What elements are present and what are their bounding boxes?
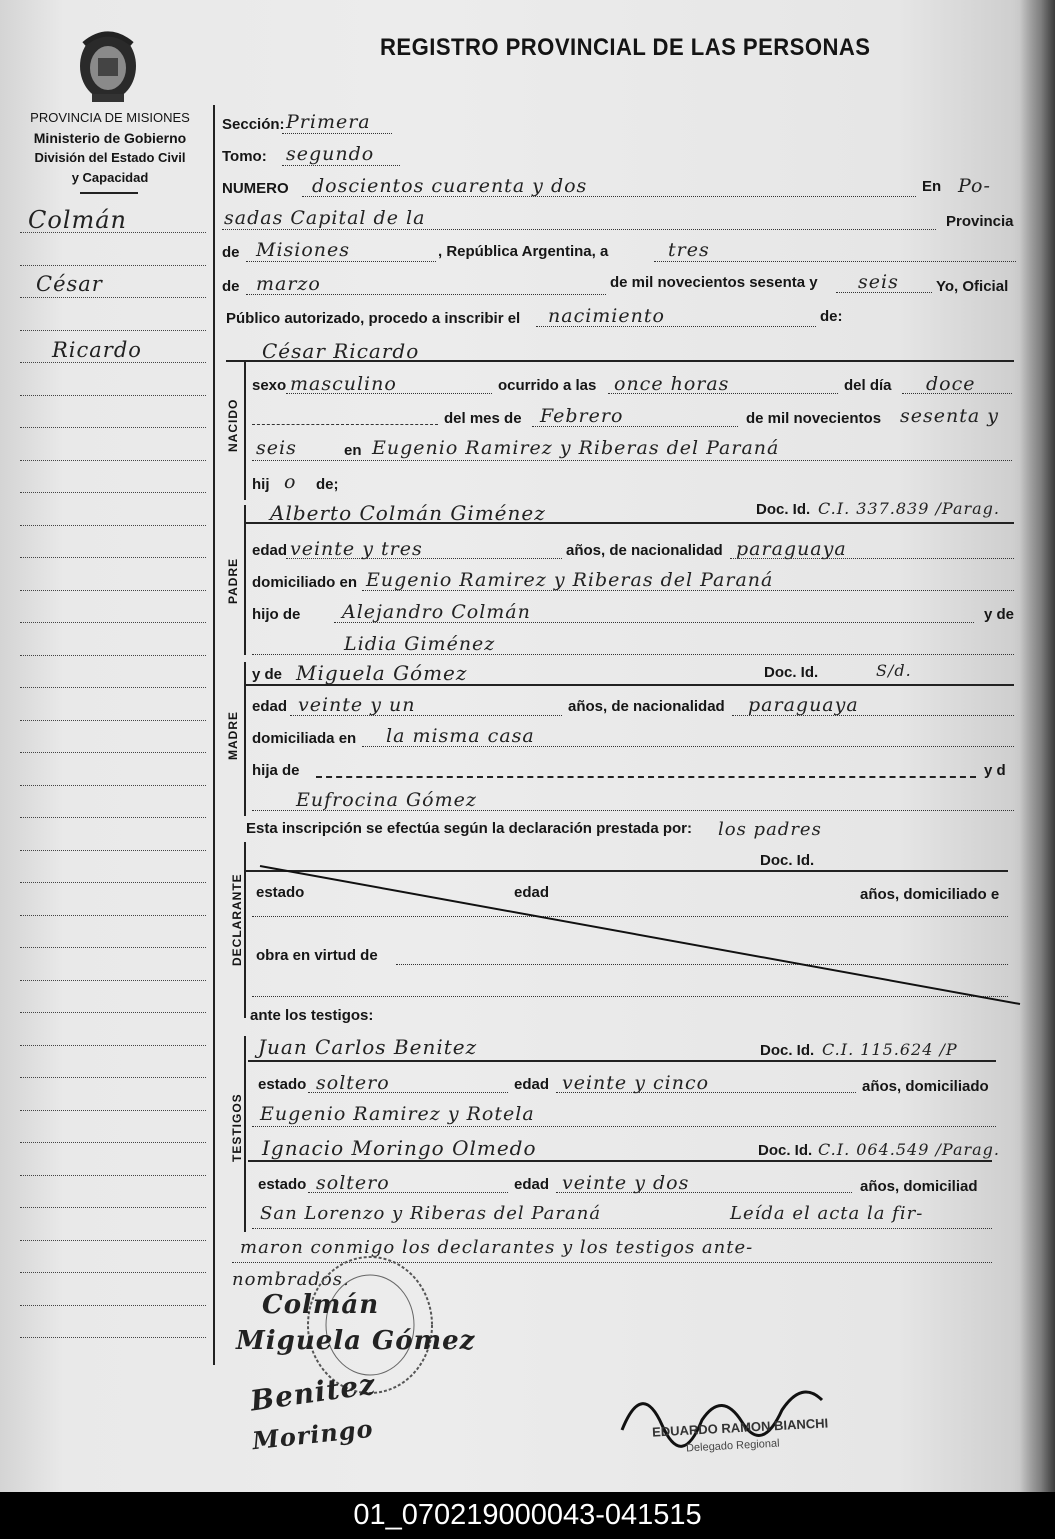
testigo1-nombre: Juan Carlos Benitez <box>258 1035 478 1059</box>
stub-rule-line <box>20 882 206 883</box>
official-stamp-name: EDUARDO RAMON BIANCHI <box>651 1415 829 1440</box>
agency-capacity: y Capacidad <box>71 170 149 185</box>
stub-name1: César <box>36 272 103 296</box>
value-place-line: sadas Capital de la <box>224 207 426 229</box>
signature-4: Moringo <box>250 1413 375 1456</box>
label-yo-oficial: Yo, Oficial <box>936 278 1009 295</box>
stub-rule-line <box>20 1272 206 1273</box>
value-lugar-nac: Eugenio Ramirez y Riberas del Paraná <box>372 437 780 459</box>
cancel-stroke <box>250 862 1030 1022</box>
stub-rule-line <box>20 362 206 363</box>
value-sexo: masculino <box>290 373 397 395</box>
side-declarante: DECLARANTE <box>230 873 244 966</box>
side-padre: PADRE <box>226 557 240 604</box>
value-dia: tres <box>668 239 710 261</box>
signature-3: Benitez <box>248 1367 378 1418</box>
agency-ministry: Ministerio de Gobierno <box>33 130 187 146</box>
agency-underline <box>80 192 138 194</box>
stub-rule-line <box>20 1045 206 1046</box>
stub-rule-line <box>20 817 206 818</box>
label-edad-madre: edad <box>252 698 288 715</box>
stub-rule-line <box>20 1142 206 1143</box>
label-ocurrido: ocurrido a las <box>498 377 597 394</box>
value-hora: once horas <box>614 373 730 395</box>
label-estado-decl: estado <box>256 884 305 901</box>
label-anos-dom-t1: años, domiciliado <box>862 1078 989 1095</box>
label-dom-madre: domiciliada en <box>252 730 357 747</box>
stub-rule-line <box>20 1337 206 1338</box>
stub-rule-line <box>20 687 206 688</box>
madre-nacionalidad: paraguaya <box>748 694 859 716</box>
stub-rule-line <box>20 622 206 623</box>
label-nac-madre: años, de nacionalidad <box>568 698 725 715</box>
label-del-dia: del día <box>844 377 892 394</box>
label-edad-padre: edad <box>252 542 288 559</box>
stub-rule-line <box>20 1012 206 1013</box>
label-edad-decl: edad <box>514 884 550 901</box>
official-stamp-title: Delegado Regional <box>685 1437 780 1455</box>
side-testigos: TESTIGOS <box>230 1093 244 1162</box>
label-de: de <box>222 244 240 261</box>
value-anio-nac1: sesenta y <box>900 405 999 427</box>
side-madre: MADRE <box>226 711 240 760</box>
padre-doc: C.I. 337.839 /Parag. <box>818 499 1000 518</box>
value-en-place: Po- <box>958 175 991 197</box>
value-tomo: segundo <box>286 143 375 165</box>
value-numero: doscientos cuarenta y dos <box>312 175 588 197</box>
stub-rule-line <box>20 980 206 981</box>
stub-rule-line <box>20 947 206 948</box>
stub-rule-line <box>20 590 206 591</box>
stub-rule-line <box>20 265 206 266</box>
testigo2-edad: veinte y dos <box>562 1172 690 1194</box>
label-sexo: sexo <box>252 377 287 394</box>
label-y-de-madre: y de <box>252 666 283 683</box>
label-inscripcion: Esta inscripción se efectúa según la declaración prestada por: <box>246 820 692 837</box>
label-anos-dom-t2: años, domiciliad <box>860 1178 978 1195</box>
stub-rule-line <box>20 720 206 721</box>
testigo2-doc: C.I. 064.549 /Parag. <box>818 1140 1000 1159</box>
label-provincia: Provincia <box>946 213 1014 230</box>
label-de-semicolon: de; <box>316 476 339 493</box>
label-doc-declarante: Doc. Id. <box>760 852 815 869</box>
label-de-colon: de: <box>820 308 843 325</box>
stub-rule-line <box>20 785 206 786</box>
label-de-mil-nov: de mil novecientos <box>746 410 882 427</box>
stub-rule-line <box>20 752 206 753</box>
stub-rule-line <box>20 557 206 558</box>
label-obra: obra en virtud de <box>256 947 378 964</box>
value-provincia: Misiones <box>256 239 351 261</box>
stub-rule-line <box>20 330 206 331</box>
label-hijo-de: hijo de <box>252 606 301 623</box>
stub-rule-line <box>20 492 206 493</box>
value-anio: seis <box>858 271 899 293</box>
side-nacido: NACIDO <box>226 398 240 452</box>
agency-province: PROVINCIA DE MISIONES <box>30 110 190 125</box>
agency-division: División del Estado Civil <box>34 150 186 165</box>
torn-edge <box>1020 0 1055 1492</box>
value-anio-nac2: seis <box>256 437 297 459</box>
stub-rule-line <box>20 297 206 298</box>
label-estado-t1: estado <box>258 1076 307 1093</box>
label-de-mil: de mil novecientos sesenta y <box>610 274 818 291</box>
label-republica: , República Argentina, a <box>438 243 609 260</box>
madre-nombre: Miguela Gómez <box>296 661 468 685</box>
stub-rule-line <box>20 1175 206 1176</box>
page-title: REGISTRO PROVINCIAL DE LAS PERSONAS <box>380 34 871 61</box>
stub-rule-line <box>20 1207 206 1208</box>
stub-surname: Colmán <box>28 206 128 234</box>
padre-edad: veinte y tres <box>290 538 423 560</box>
label-nac-padre: años, de nacionalidad <box>566 542 723 559</box>
value-mes: marzo <box>256 273 321 295</box>
madre-madre: Eufrocina Gómez <box>296 789 477 811</box>
value-nombre: César Ricardo <box>262 339 420 363</box>
closing-line-3: nombrados. <box>232 1269 350 1290</box>
label-seccion: Sección: <box>222 116 285 133</box>
stub-rule-line <box>20 655 206 656</box>
testigo1-doc: C.I. 115.624 /P <box>822 1040 958 1059</box>
padre-madre: Lidia Giménez <box>344 633 496 655</box>
value-dia-nac: doce <box>926 373 976 395</box>
stub-rule-line <box>20 232 206 233</box>
value-acto: nacimiento <box>548 305 665 327</box>
testigo1-estado: soltero <box>316 1072 390 1094</box>
madre-domicilio: la misma casa <box>386 725 535 747</box>
value-seccion: Primera <box>286 111 371 133</box>
stub-rule-line <box>20 525 206 526</box>
stub-rule-line <box>20 460 206 461</box>
label-doc-t1: Doc. Id. <box>760 1042 815 1059</box>
stub-rule-line <box>20 915 206 916</box>
label-en: En <box>922 178 942 195</box>
padre-domicilio: Eugenio Ramirez y Riberas del Paraná <box>366 569 774 591</box>
padre-nacionalidad: paraguaya <box>736 538 847 560</box>
signature-2: Miguela Gómez <box>236 1326 476 1356</box>
stub-rule-line <box>20 427 206 428</box>
padre-nombre: Alberto Colmán Giménez <box>270 501 546 525</box>
value-hij-suffix: o <box>284 471 297 493</box>
label-edad-t2: edad <box>514 1176 550 1193</box>
label-edad-t1: edad <box>514 1076 550 1093</box>
label-ante: ante los testigos: <box>250 1007 374 1024</box>
stub-rule-line <box>20 850 206 851</box>
label-de2: de <box>222 278 240 295</box>
padre-padre: Alejandro Colmán <box>342 601 531 623</box>
madre-edad: veinte y un <box>298 694 416 716</box>
stub-name2: Ricardo <box>52 338 142 362</box>
label-en-lower: en <box>344 442 362 459</box>
stub-rule-line <box>20 1077 206 1078</box>
label-y-de-padre: y de <box>984 606 1015 623</box>
label-doc-padre: Doc. Id. <box>756 501 811 518</box>
testigo2-nombre: Ignacio Moringo Olmedo <box>262 1136 537 1160</box>
label-tomo: Tomo: <box>222 148 267 165</box>
testigo2-domicilio: San Lorenzo y Riberas del Paraná <box>260 1203 602 1224</box>
label-anos-dom-decl: años, domiciliado e <box>860 886 1000 903</box>
label-doc-t2: Doc. Id. <box>758 1142 813 1159</box>
label-doc-madre: Doc. Id. <box>764 664 819 681</box>
stub-rule-line <box>20 1110 206 1111</box>
stub-divider <box>213 105 215 1365</box>
testigo2-estado: soltero <box>316 1172 390 1194</box>
label-numero: NUMERO <box>222 180 289 197</box>
label-del-mes: del mes de <box>444 410 522 427</box>
closing-line-2: maron conmigo los declarantes y los testigos ante- <box>240 1237 754 1258</box>
agency-block <box>10 108 210 188</box>
label-estado-t2: estado <box>258 1176 307 1193</box>
stub-rule-line <box>20 1305 206 1306</box>
madre-doc: S/d. <box>876 661 912 680</box>
stub-rule-line <box>20 395 206 396</box>
signature-1: Colmán <box>262 1290 380 1320</box>
testigo1-domicilio: Eugenio Ramirez y Rotela <box>260 1103 535 1125</box>
official-signature-mark <box>612 1370 842 1450</box>
value-mes-nac: Febrero <box>540 405 624 427</box>
label-dom-padre: domiciliado en <box>252 574 358 591</box>
coat-of-arms-icon <box>72 24 144 104</box>
closing-line-1: Leída el acta la fir- <box>730 1203 924 1224</box>
label-hija-de: hija de <box>252 762 300 779</box>
declarante-por: los padres <box>718 819 822 840</box>
footer-code: 01_070219000043-041515 <box>0 1492 1055 1539</box>
label-hij: hij <box>252 476 270 493</box>
testigo1-edad: veinte y cinco <box>562 1072 710 1094</box>
label-y-d: y d <box>984 762 1006 779</box>
stub-rule-line <box>20 1240 206 1241</box>
label-publico: Público autorizado, procedo a inscribir el <box>226 310 521 327</box>
